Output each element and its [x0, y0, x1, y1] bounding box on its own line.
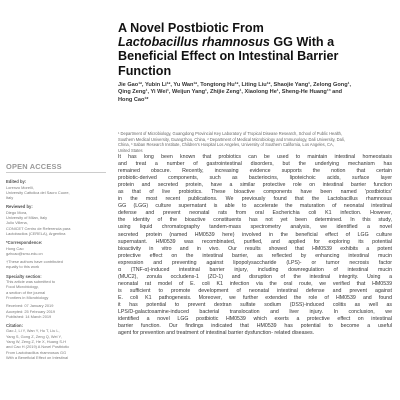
title-line-4: Function	[118, 63, 172, 78]
editor-line: University Cattolica del Sacro Cuore,	[6, 189, 70, 195]
abstract-line: protein and secreted protein, have a similar protective role on intestinal barrier function	[118, 182, 392, 189]
abstract-line: identified a novel LGG postbiotic HM0539 which exerts a protective effect on intestinal	[118, 316, 392, 323]
affiliation-line: China, ³ Saban Research Institute, Children's Hospital Los Angeles, University of Southern California, Los Angeles, CA,	[118, 142, 334, 147]
abstract-line: as that of live probiotics. These bioactive components have been named 'postbiotics'	[118, 189, 392, 196]
citation-line: Gao J, Li Y, Wan Y, Hu T, Liu L,	[6, 328, 60, 334]
title-species: Lactobacillus rhamnosus	[118, 35, 270, 50]
reviewer-line: Diego Mora,	[6, 209, 28, 215]
specialty-section-line: Frontiers in Microbiology	[6, 294, 49, 300]
title-line-2	[118, 35, 388, 49]
affiliation-line: ¹ Department of Microbiology, Guangdong Provincial Key Laboratory of Tropical Disease Research, School of Public Health,	[118, 131, 343, 136]
citation-heading: Citation:	[6, 323, 23, 329]
reviewed-by-heading: Reviewed by:	[6, 204, 33, 210]
abstract-line: the identity of the bioactive constituents has not yet been determined. In this study,	[118, 217, 392, 224]
abstract-line: bioactivity in vitro and in vivo. Our results showed that HM0539 exhibits a potent	[118, 245, 392, 252]
abstract-line: E. coli K1 pathogenesis. Moreover, we further extended the role of HM0539 and found	[118, 294, 392, 301]
abstract-line: neonatal rat model of E. coli K1 infection via the oral route, we verified that HM0539	[118, 280, 392, 287]
affiliation-line: Southern Medical University, Guangzhou, China, ² Department of Medical Microbiology and Immunology, Dali University, Dali,	[118, 136, 345, 142]
citation-line: With a Beneficial Effect on Intestinal	[6, 354, 68, 360]
abstract-line: defense and prevent neonatal rats from oral Escherichia coli K1 infection. However,	[118, 210, 392, 217]
abstract-line: supernatant. HM0539 was recombinated, purified, and applied for exploring its potential	[118, 238, 392, 245]
citation-line: Yang W, Zeng Z, He X, Huang S-H	[6, 339, 67, 345]
reviewer-line: Lactobacilos (CERELA), Argentina	[6, 230, 66, 236]
edited-by-heading: Edited by:	[6, 179, 27, 185]
citation-line: Yang S, Gong Z, Zeng Q, Wei Y,	[6, 333, 62, 339]
affiliations	[118, 131, 386, 153]
abstract-line: probiotic-derived components, such as bacteriocins, lipoteichoic acids, surface layer	[118, 175, 392, 182]
author-line: Hong Cao¹*	[118, 96, 149, 103]
author-line: Jie Gao¹², Yubin Li¹², Yu Wan¹², Tongtong Hu¹², Liting Liu¹², Shaojie Yang¹, Zelong Gong¹,	[118, 82, 352, 88]
abstract-line: secreted protein (named HM0539 here) involved in the beneficial effect of LGG culture	[118, 231, 392, 238]
specialty-section-heading: Specialty section:	[6, 273, 42, 279]
title-line-3: Beneficial Effect on Intestinal Barrier	[118, 49, 339, 64]
reviewer-line: Julio Villena,	[6, 220, 28, 226]
abstract-line: protective effect on the intestinal barrier, as reflected by enhancing intestinal mucin	[118, 252, 392, 259]
editor-line: Lorenzo Morelli,	[6, 184, 34, 190]
author-line: Qing Zeng¹, Yi Wei¹, Weijun Yang¹, Zhijie Zeng¹, Xiaolong He¹, Sheng-He Huang¹³ and	[118, 89, 343, 96]
correspondence-name: Hong Cao	[6, 245, 24, 251]
accepted-date: Accepted: 25 February 2019	[6, 308, 56, 314]
article-title	[118, 21, 388, 78]
abstract-line: using liquid chromatography tandem-mass spectrometry analysis, we identified a novel	[118, 224, 392, 231]
abstract-line: barrier function. Our findings indicated that HM0539 has potential to become a useful	[118, 323, 392, 330]
abstract-line: α (TNF-α)-induced intestinal barrier injury, including downregulation of intestinal mucin	[118, 266, 392, 273]
title-line-1: A Novel Postbiotic From	[118, 21, 264, 35]
reviewer-line: CONICET Centro de Referencia para	[6, 225, 71, 231]
received-date: Received: 07 January 2019	[6, 303, 54, 309]
open-access-label: OPEN ACCESS	[6, 164, 106, 173]
abstract-line: GG (LGG) culture supernatant is able to accelerate the maturation of neonatal intestinal	[118, 203, 392, 210]
equal-contribution-note: †These authors have contributed	[6, 259, 63, 265]
reviewer-line: University of Milan, Italy	[6, 215, 48, 221]
correspondence-email[interactable]: gzhcao@smu.edu.cn	[6, 250, 43, 256]
abstract-line: LPS/D-galactosamine-induced bacterial translocation and liver injury. In conclusion, we	[118, 309, 392, 316]
specialty-section-line: Food Microbiology,	[6, 284, 39, 290]
abstract-line: remained obscure. Recently, increasing evidence supports the notion that certain	[118, 168, 392, 175]
abstract-line: and treat a number of gastrointestinal disorders, but the underlying mechanism has	[118, 161, 392, 168]
abstract-line: it has potential to prevent dextran sulfate sodium (DSS)-induced colitis as well as	[118, 301, 392, 308]
abstract-line: It has long been known that probiotics can be used to maintain intestinal homeostasis	[118, 154, 392, 160]
citation-line: From Lactobacillus rhamnosus GG	[6, 349, 67, 355]
correspondence-heading: *Correspondence:	[6, 240, 43, 246]
specialty-section-line: This article was submitted to	[6, 279, 56, 285]
abstract-line: agent for prevention and treatment of intestinal barrier dysfunction- related diseases.	[118, 330, 315, 337]
abstract-line: in the most recent publications. We previously found that the Lactobacillus rhamnosus	[118, 196, 392, 203]
article-sidebar	[6, 164, 106, 360]
abstract-line: is sufficient to promote development of neonatal intestinal defense and prevent against	[118, 287, 392, 294]
equal-contribution-note: equally to this work	[6, 264, 40, 270]
abstract-line: (MUC2), zonula occludens-1 (ZO-1) and disruption of the intestinal integrity. Using a	[118, 273, 392, 280]
title-line-2-rest: GG With a	[269, 35, 335, 50]
author-list	[118, 82, 373, 104]
citation-line: and Cao H (2019) A Novel Postbiotic	[6, 344, 70, 350]
affiliation-line: United States	[118, 147, 143, 153]
editor-line: Italy	[6, 195, 14, 201]
specialty-section-line: a section of the journal	[6, 289, 46, 295]
published-date: Published: 14 March 2019	[6, 313, 52, 319]
abstract-line: expression and preventing against lipopolysaccharide (LPS)- or tumor necrosis factor	[118, 259, 392, 266]
abstract-text	[118, 154, 392, 337]
